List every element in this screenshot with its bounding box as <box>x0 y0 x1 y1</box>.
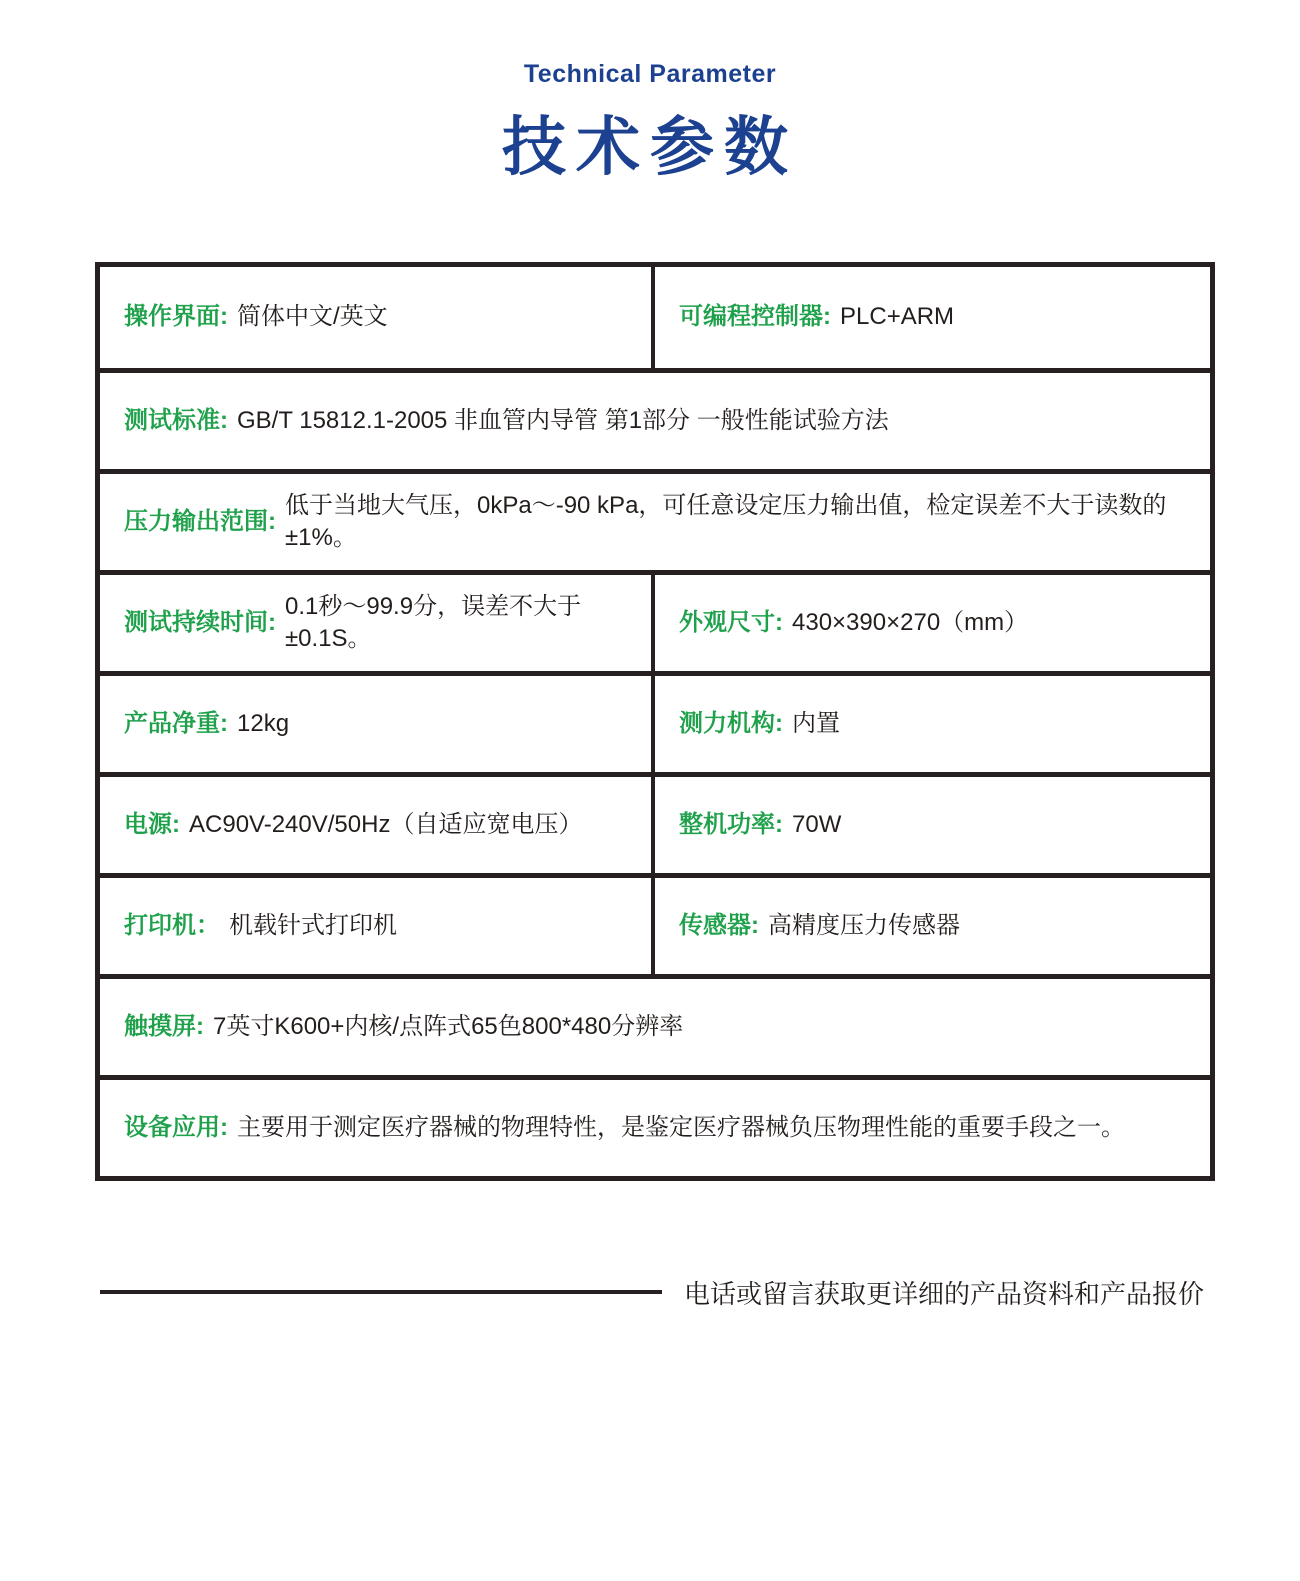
cell-value: 7英寸K600+内核/点阵式65色800*480分辨率 <box>213 1012 684 1040</box>
table-cell <box>100 373 1210 469</box>
cell-label: 测试标准: <box>124 406 228 434</box>
cell-value: 0.1秒～99.9分，误差不大于±0.1S。 <box>285 592 582 652</box>
cell-label: 测力机构: <box>679 709 783 737</box>
table-cell <box>100 267 655 368</box>
cell-label: 操作界面: <box>124 303 228 331</box>
table-cell <box>100 676 655 772</box>
table-row <box>100 873 1210 974</box>
cell-value: GB/T 15812.1-2005 非血管内导管 第1部分 一般性能试验方法 <box>237 406 889 434</box>
cell-value: 主要用于测定医疗器械的物理特性，是鉴定医疗器械负压物理性能的重要手段之一。 <box>237 1113 1125 1141</box>
footer-note: 电话或留言获取更详细的产品资料和产品报价 <box>684 1278 1205 1309</box>
table-cell <box>655 676 1210 772</box>
cell-label: 整机功率: <box>679 810 783 838</box>
cell-label: 触摸屏: <box>124 1012 204 1040</box>
table-row <box>100 671 1210 772</box>
cell-value: 内置 <box>792 709 840 737</box>
cell-label: 打印机： <box>124 911 220 939</box>
table-cell <box>655 267 1210 368</box>
cell-value: 70W <box>792 810 842 838</box>
cell-label: 可编程控制器: <box>679 303 831 331</box>
table-row <box>100 469 1210 570</box>
table-row <box>100 1075 1210 1176</box>
table-cell <box>655 878 1210 974</box>
table-cell <box>100 1080 1210 1176</box>
cell-value: 12kg <box>237 709 290 737</box>
cell-label: 测试持续时间: <box>124 608 276 636</box>
table-row <box>100 974 1210 1075</box>
cell-value: AC90V-240V/50Hz（自适应宽电压） <box>189 810 583 838</box>
table-row <box>100 772 1210 873</box>
divider-line <box>100 1290 662 1294</box>
table-cell <box>100 777 655 873</box>
table-cell <box>100 979 1210 1075</box>
spec-table <box>95 262 1215 1181</box>
cell-value: 低于当地大气压，0kPa～-90 kPa，可任意设定压力输出值，检定误差不大于读数的±1%。 <box>285 491 1167 551</box>
cell-label: 产品净重: <box>124 709 228 737</box>
cell-label: 传感器: <box>679 911 759 939</box>
cell-value: 高精度压力传感器 <box>768 911 960 939</box>
cell-value: 简体中文/英文 <box>237 303 388 331</box>
cell-value: 机载针式打印机 <box>229 911 397 939</box>
cell-value: 430×390×270（mm） <box>792 608 1029 636</box>
cell-label: 设备应用: <box>124 1113 228 1141</box>
table-row <box>100 267 1210 368</box>
cell-label: 电源: <box>124 810 180 838</box>
table-cell <box>100 878 655 974</box>
table-cell <box>655 777 1210 873</box>
table-row <box>100 368 1210 469</box>
cell-label: 外观尺寸: <box>679 608 783 636</box>
table-cell <box>655 575 1210 671</box>
table-cell <box>100 474 1210 570</box>
footer <box>100 1268 1210 1316</box>
cell-label: 压力输出范围: <box>124 507 276 535</box>
subtitle: Technical Parameter <box>523 60 777 88</box>
cell-value: PLC+ARM <box>840 303 955 331</box>
page-title: 技术参数 <box>502 111 798 183</box>
table-row <box>100 570 1210 671</box>
table-cell <box>100 575 655 671</box>
